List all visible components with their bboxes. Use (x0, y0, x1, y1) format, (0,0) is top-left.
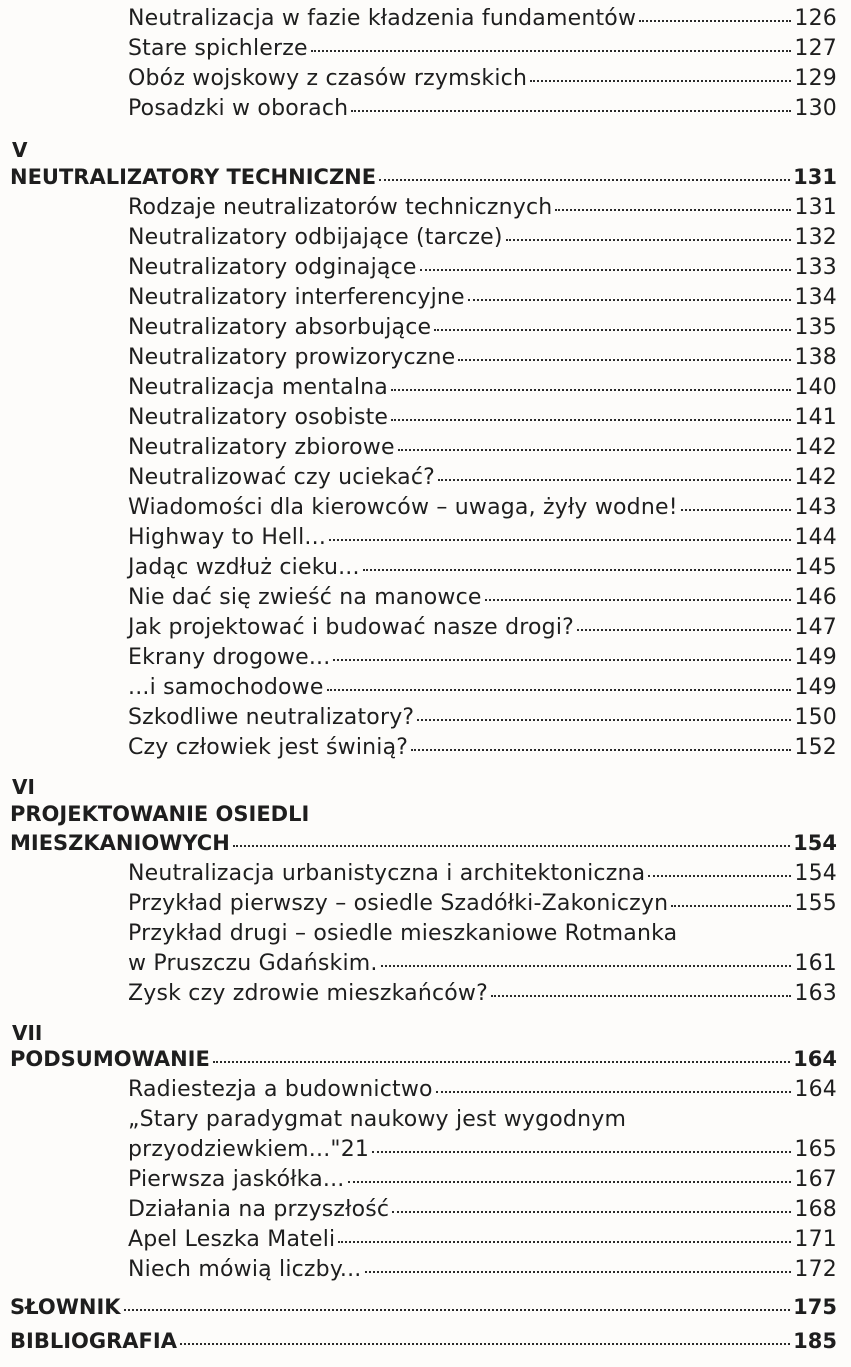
toc-entry-title: Wiadomości dla kierowców – uwaga, żyły wodne! (128, 495, 678, 520)
toc-entry (128, 287, 837, 309)
toc-entry-page: 144 (794, 525, 837, 550)
toc-entry-title: Jadąc wzdłuż cieku... (128, 555, 360, 580)
chapter-heading (10, 167, 837, 188)
toc-entry-title: PODSUMOWANIE (10, 1047, 210, 1071)
dot-leader (398, 447, 792, 451)
dot-leader (671, 903, 791, 907)
toc-entry-title: ...i samochodowe (128, 675, 324, 700)
toc-entry-page: 135 (794, 315, 837, 340)
toc-entry (128, 1079, 837, 1101)
toc-entry (128, 407, 837, 429)
chapter-heading (10, 1297, 837, 1318)
dot-leader (681, 507, 792, 511)
toc-entry-title: Czy człowiek jest świnią? (128, 735, 409, 760)
toc-entry-page: 131 (793, 165, 837, 189)
toc-entry-page: 164 (793, 1047, 837, 1071)
toc-entry (128, 863, 837, 885)
chapter-heading (10, 1331, 837, 1352)
dot-leader (372, 1149, 791, 1153)
dot-leader (391, 387, 791, 391)
toc-entry-page: 146 (794, 585, 837, 610)
toc-entry (128, 1139, 837, 1161)
toc-entry-title: Posadzki w oborach (128, 96, 349, 121)
toc-entry-page: 165 (794, 1137, 837, 1162)
toc-entry-title: Jak projektować i budować nasze drogi? (128, 615, 575, 640)
dot-leader (506, 237, 792, 241)
toc-entry-page: 154 (794, 861, 837, 886)
toc-entry (128, 953, 837, 975)
toc-entry (128, 1259, 837, 1281)
toc-entry-title: przyodziewkiem..."21 (128, 1137, 370, 1162)
toc-entry-page: 126 (794, 6, 837, 31)
toc-entry (128, 317, 837, 339)
toc-entry (128, 197, 837, 219)
toc-entry-page: 161 (794, 951, 837, 976)
toc-entry-title: Radiestezja a budownictwo (128, 1077, 433, 1102)
dot-leader (311, 48, 792, 52)
toc-entry (128, 98, 837, 120)
toc-entry (128, 347, 837, 369)
toc-entry (128, 647, 837, 669)
dot-leader (327, 687, 792, 691)
dot-leader (438, 477, 791, 481)
toc-entry (128, 227, 837, 249)
toc-entry-page: 142 (794, 435, 837, 460)
toc-entry-page: 175 (793, 1295, 837, 1319)
toc-entry-page: 163 (794, 981, 837, 1006)
dot-leader (213, 1059, 790, 1063)
chapter-number: V (12, 138, 28, 162)
toc-entry-title-line: „Stary paradygmat naukowy jest wygodnym (128, 1107, 627, 1132)
toc-entry (128, 677, 837, 699)
toc-entry-page: 167 (794, 1167, 837, 1192)
dot-leader (411, 747, 791, 751)
toc-entry-page: 143 (794, 495, 837, 520)
toc-entry-page: 134 (794, 285, 837, 310)
toc-entry-title: Zysk czy zdrowie mieszkańców? (128, 981, 489, 1006)
toc-entry-title: Neutralizatory odginające (128, 255, 417, 280)
toc-entry-title: Pierwsza jaskółka... (128, 1167, 345, 1192)
toc-entry-page: 129 (794, 66, 837, 91)
toc-entry-title: Highway to Hell... (128, 525, 327, 550)
toc-entry-title: Neutralizacja mentalna (128, 375, 388, 400)
toc-entry-title: Apel Leszka Mateli (128, 1227, 336, 1252)
dot-leader (365, 1269, 792, 1273)
dot-leader (379, 177, 790, 181)
chapter-heading-line: PROJEKTOWANIE OSIEDLI (10, 802, 310, 826)
toc-entry-page: 164 (794, 1077, 837, 1102)
dot-leader (555, 207, 791, 211)
dot-leader (436, 1089, 792, 1093)
toc-entry (128, 377, 837, 399)
chapter-number: VI (12, 775, 35, 799)
toc-entry-title: MIESZKANIOWYCH (10, 831, 230, 855)
toc-entry-title: Przykład pierwszy – osiedle Szadółki-Zakoniczyn (128, 891, 669, 916)
toc-entry-title: Niech mówią liczby... (128, 1257, 362, 1282)
toc-entry-page: 127 (794, 36, 837, 61)
toc-entry-page: 171 (794, 1227, 837, 1252)
chapter-number: VII (12, 1021, 43, 1045)
toc-entry (128, 527, 837, 549)
toc-entry (128, 257, 837, 279)
toc-entry-title: BIBLIOGRAFIA (10, 1329, 177, 1353)
toc-entry-title: Neutralizatory zbiorowe (128, 435, 395, 460)
toc-entry (128, 1229, 837, 1251)
toc-entry-title: Szkodliwe neutralizatory? (128, 705, 415, 730)
toc-entry-title: Obóz wojskowy z czasów rzymskich (128, 66, 528, 91)
toc-entry (128, 437, 837, 459)
toc-entry-title: Działania na przyszłość (128, 1197, 390, 1222)
toc-entry (128, 1199, 837, 1221)
toc-entry-page: 131 (794, 195, 837, 220)
toc-entry (128, 557, 837, 579)
toc-entry-page: 155 (794, 891, 837, 916)
chapter-heading (10, 833, 837, 854)
dot-leader (577, 627, 791, 631)
dot-leader (180, 1341, 790, 1345)
toc-entry-page: 132 (794, 225, 837, 250)
toc-entry (128, 707, 837, 729)
dot-leader (124, 1307, 791, 1311)
toc-entry (128, 893, 837, 915)
toc-entry-title: Neutralizacja w fazie kładzenia fundamentów (128, 6, 637, 31)
dot-leader (333, 657, 791, 661)
dot-leader (434, 327, 791, 331)
dot-leader (381, 963, 792, 967)
dot-leader (420, 267, 792, 271)
toc-entry-title: Neutralizatory absorbujące (128, 315, 432, 340)
toc-entry-page: 149 (794, 675, 837, 700)
toc-entry-page: 152 (794, 735, 837, 760)
toc-entry-page: 130 (794, 96, 837, 121)
dot-leader (417, 717, 791, 721)
toc-entry-title: Neutralizatory prowizoryczne (128, 345, 456, 370)
toc-entry-title: Neutralizacja urbanistyczna i architektoniczna (128, 861, 646, 886)
toc-entry (128, 38, 837, 60)
toc-entry-page: 133 (794, 255, 837, 280)
dot-leader (485, 597, 792, 601)
toc-entry-title: NEUTRALIZATORY TECHNICZNE (10, 165, 377, 189)
dot-leader (639, 18, 791, 22)
dot-leader (391, 417, 791, 421)
toc-entry-title: Nie dać się zwieść na manowce (128, 585, 482, 610)
dot-leader (351, 108, 791, 112)
toc-entry-title: Rodzaje neutralizatorów technicznych (128, 195, 553, 220)
toc-entry (128, 8, 837, 30)
toc-entry-page: 154 (793, 831, 837, 855)
dot-leader (348, 1179, 792, 1183)
dot-leader (329, 537, 791, 541)
dot-leader (648, 873, 791, 877)
dot-leader (491, 993, 791, 997)
toc-entry (128, 587, 837, 609)
toc-entry-page: 145 (794, 555, 837, 580)
dot-leader (233, 843, 790, 847)
toc-entry-title: Neutralizatory interferencyjne (128, 285, 465, 310)
toc-entry (128, 737, 837, 759)
dot-leader (468, 297, 792, 301)
dot-leader (363, 567, 792, 571)
dot-leader (530, 78, 791, 82)
toc-entry-title: SŁOWNIK (10, 1295, 121, 1319)
toc-entry-page: 138 (794, 345, 837, 370)
toc-entry-title: Stare spichlerze (128, 36, 308, 61)
toc-entry-page: 185 (793, 1329, 837, 1353)
toc-entry-title: Neutralizatory osobiste (128, 405, 389, 430)
toc-entry (128, 983, 837, 1005)
toc-entry (128, 617, 837, 639)
chapter-heading (10, 1049, 837, 1070)
toc-entry-page: 147 (794, 615, 837, 640)
toc-entry (128, 68, 837, 90)
toc-entry-title: Neutralizatory odbijające (tarcze) (128, 225, 503, 250)
toc-entry-page: 150 (794, 705, 837, 730)
toc-entry (128, 497, 837, 519)
toc-entry-title: Neutralizować czy uciekać? (128, 465, 436, 490)
toc-entry-title-line: Przykład drugi – osiedle mieszkaniowe Rotmanka (128, 921, 678, 946)
toc-entry-title: Ekrany drogowe... (128, 645, 331, 670)
toc-entry-page: 141 (794, 405, 837, 430)
toc-entry-page: 149 (794, 645, 837, 670)
toc-entry (128, 467, 837, 489)
toc-entry-title: w Pruszczu Gdańskim. (128, 951, 378, 976)
dot-leader (458, 357, 791, 361)
toc-entry-page: 168 (794, 1197, 837, 1222)
toc-entry-page: 140 (794, 375, 837, 400)
toc-entry-page: 172 (794, 1257, 837, 1282)
toc-entry-page: 142 (794, 465, 837, 490)
dot-leader (338, 1239, 791, 1243)
dot-leader (392, 1209, 791, 1213)
toc-entry (128, 1169, 837, 1191)
